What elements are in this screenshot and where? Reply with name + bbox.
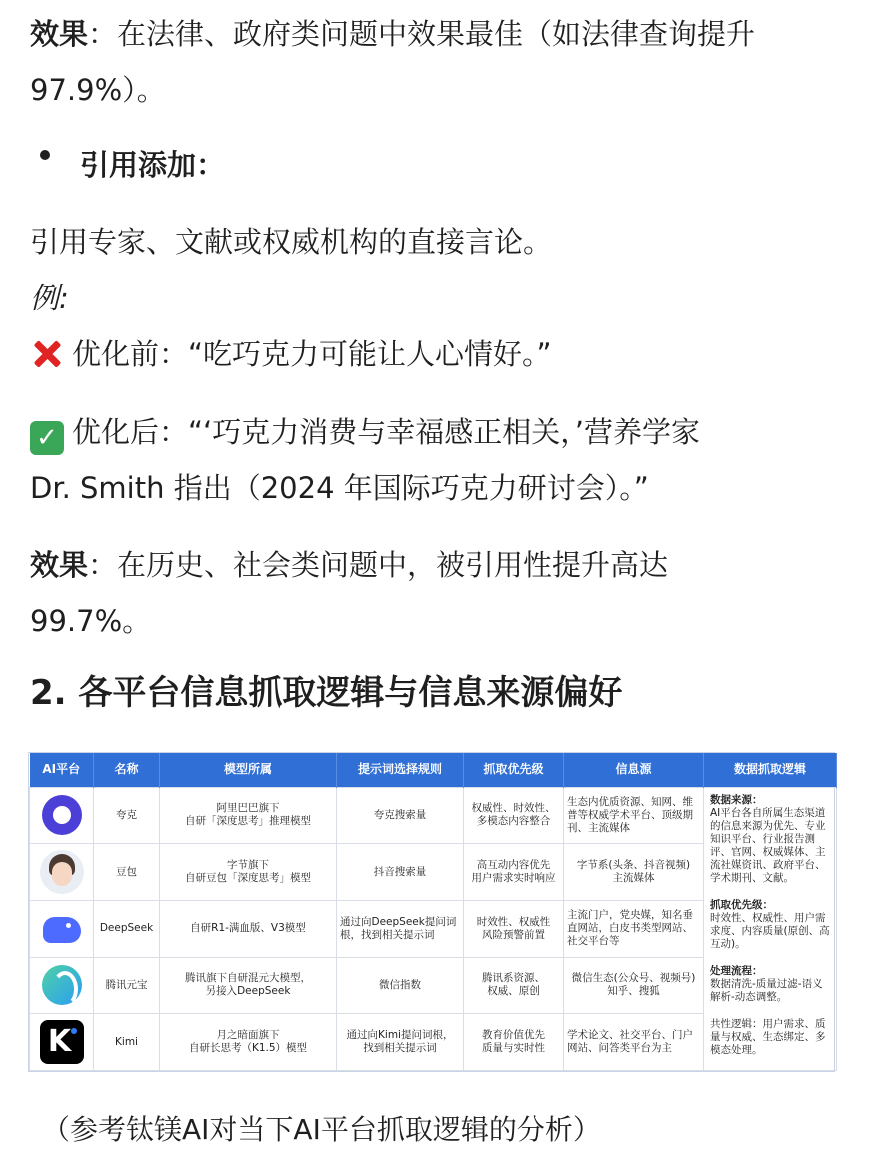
source-cell: 微信生态(公众号、视频号) 知乎、搜狐 xyxy=(564,957,704,1014)
platform-name: Kimi xyxy=(94,1014,160,1071)
section-heading: 2. 各平台信息抓取逻辑与信息来源偏好 xyxy=(30,673,623,713)
effect-label: 效果 xyxy=(30,548,89,582)
before-text: “吃巧克力可能让人心情好。” xyxy=(188,337,552,371)
source-cell: 主流门户，党央媒，知名垂直网站，白皮书类型网站、社交平台等 xyxy=(564,900,704,957)
prompt-cell: 夸克搜索量 xyxy=(337,787,464,844)
prompt-cell: 抖音搜索量 xyxy=(337,844,464,901)
platform-name: 豆包 xyxy=(94,844,160,901)
logic-cell xyxy=(704,787,837,1071)
table-header-row xyxy=(30,753,837,787)
source-cell: 生态内优质资源、知网、维普等权威学术平台、顶级期刊、主流媒体 xyxy=(564,787,704,844)
source-cell: 字节系(头条、抖音视频) 主流媒体 xyxy=(564,844,704,901)
priority-cell: 时效性、权威性 风险预警前置 xyxy=(464,900,564,957)
section-title: 引用添加： xyxy=(80,148,226,182)
platform-name: DeepSeek xyxy=(94,900,160,957)
priority-cell: 腾讯系资源、 权威、原创 xyxy=(464,957,564,1014)
quark-logo xyxy=(40,793,84,837)
effect-label: 效果 xyxy=(30,17,89,51)
header-model: 模型所属 xyxy=(160,753,337,787)
doubao-logo xyxy=(40,850,84,894)
source-cell: 学术论文、社交平台、门户网站、问答类平台为主 xyxy=(564,1014,704,1071)
effect-paragraph-1: 效果：在法律、政府类问题中效果最佳（如法律查询提升 xyxy=(30,17,756,51)
check-mark-icon: ✓ xyxy=(30,421,64,455)
model-cell: 自研R1-满血版、V3模型 xyxy=(160,900,337,957)
bullet-icon xyxy=(40,150,50,160)
after-text: “‘巧克力消费与幸福感正相关，’营养学家 xyxy=(188,415,700,449)
logic-title: 处理流程： xyxy=(710,964,763,977)
citation-description: 引用专家、文献或权威机构的直接言论。 xyxy=(30,225,553,259)
before-label: 优化前： xyxy=(72,337,189,371)
header-logic: 数据抓取逻辑 xyxy=(704,753,837,787)
after-example-cont: Dr. Smith 指出（2024 年国际巧克力研讨会）。” xyxy=(30,471,649,505)
logic-text: 共性逻辑：用户需求、质量与权威、生态绑定、多模态处理。 xyxy=(710,1017,826,1056)
before-example xyxy=(30,334,552,374)
yuanbao-logo xyxy=(40,963,84,1007)
model-cell: 字节旗下 自研豆包「深度思考」模型 xyxy=(160,844,337,901)
example-label: 例: xyxy=(30,281,69,315)
model-cell: 月之暗面旗下 自研长思考（K1.5）模型 xyxy=(160,1014,337,1071)
model-cell: 阿里巴巴旗下 自研「深度思考」推理模型 xyxy=(160,787,337,844)
header-source: 信息源 xyxy=(564,753,704,787)
platform-name: 夸克 xyxy=(94,787,160,844)
priority-cell: 权威性、时效性、 多模态内容整合 xyxy=(464,787,564,844)
header-prompt-rule: 提示词选择规则 xyxy=(337,753,464,787)
platform-name: 腾讯元宝 xyxy=(94,957,160,1014)
effect-text: 在法律、政府类问题中效果最佳（如法律查询提升 xyxy=(117,17,756,51)
logic-text: 数据清洗-质量过滤-语义解析-动态调整。 xyxy=(710,977,823,1003)
model-cell: 腾讯旗下自研混元大模型， 另接入DeepSeek xyxy=(160,957,337,1014)
prompt-cell: 微信指数 xyxy=(337,957,464,1014)
prompt-cell: 通过向DeepSeek提问词根，找到相关提示词 xyxy=(337,900,464,957)
logic-text: AI平台各自所属生态渠道的信息来源为优先、专业知识平台、行业报告测评、官网、权威媒体、主流社媒资讯、政府平台、学术期刊、文献。 xyxy=(710,806,826,884)
table-caption: （参考钛镁AI对当下AI平台抓取逻辑的分析） xyxy=(42,1113,601,1146)
effect-paragraph-2: 效果：在历史、社会类问题中，被引用性提升高达 xyxy=(30,548,669,582)
after-label: 优化后： xyxy=(72,415,189,449)
effect-text: 在历史、社会类问题中，被引用性提升高达 xyxy=(117,548,669,582)
header-platform: AI平台 xyxy=(30,753,94,787)
kimi-logo xyxy=(40,1020,84,1064)
after-example xyxy=(30,412,700,455)
deepseek-logo xyxy=(40,907,84,951)
effect-paragraph-2-cont: 99.7%。 xyxy=(30,604,152,638)
priority-cell: 高互动内容优先 用户需求实时响应 xyxy=(464,844,564,901)
effect-paragraph-1-cont: 97.9%）。 xyxy=(30,73,166,107)
platform-table xyxy=(28,752,835,1072)
table-row xyxy=(30,787,837,844)
x-mark-icon xyxy=(30,336,64,370)
priority-cell: 教育价值优先 质量与实时性 xyxy=(464,1014,564,1071)
prompt-cell: 通过向Kimi提问词根， 找到相关提示词 xyxy=(337,1014,464,1071)
logic-text: 时效性、权威性、用户需求度、内容质量(原创、高互动)。 xyxy=(710,911,830,950)
header-priority: 抓取优先级 xyxy=(464,753,564,787)
header-name: 名称 xyxy=(94,753,160,787)
logic-title: 数据来源： xyxy=(710,793,763,806)
logic-title: 抓取优先级： xyxy=(710,898,773,911)
